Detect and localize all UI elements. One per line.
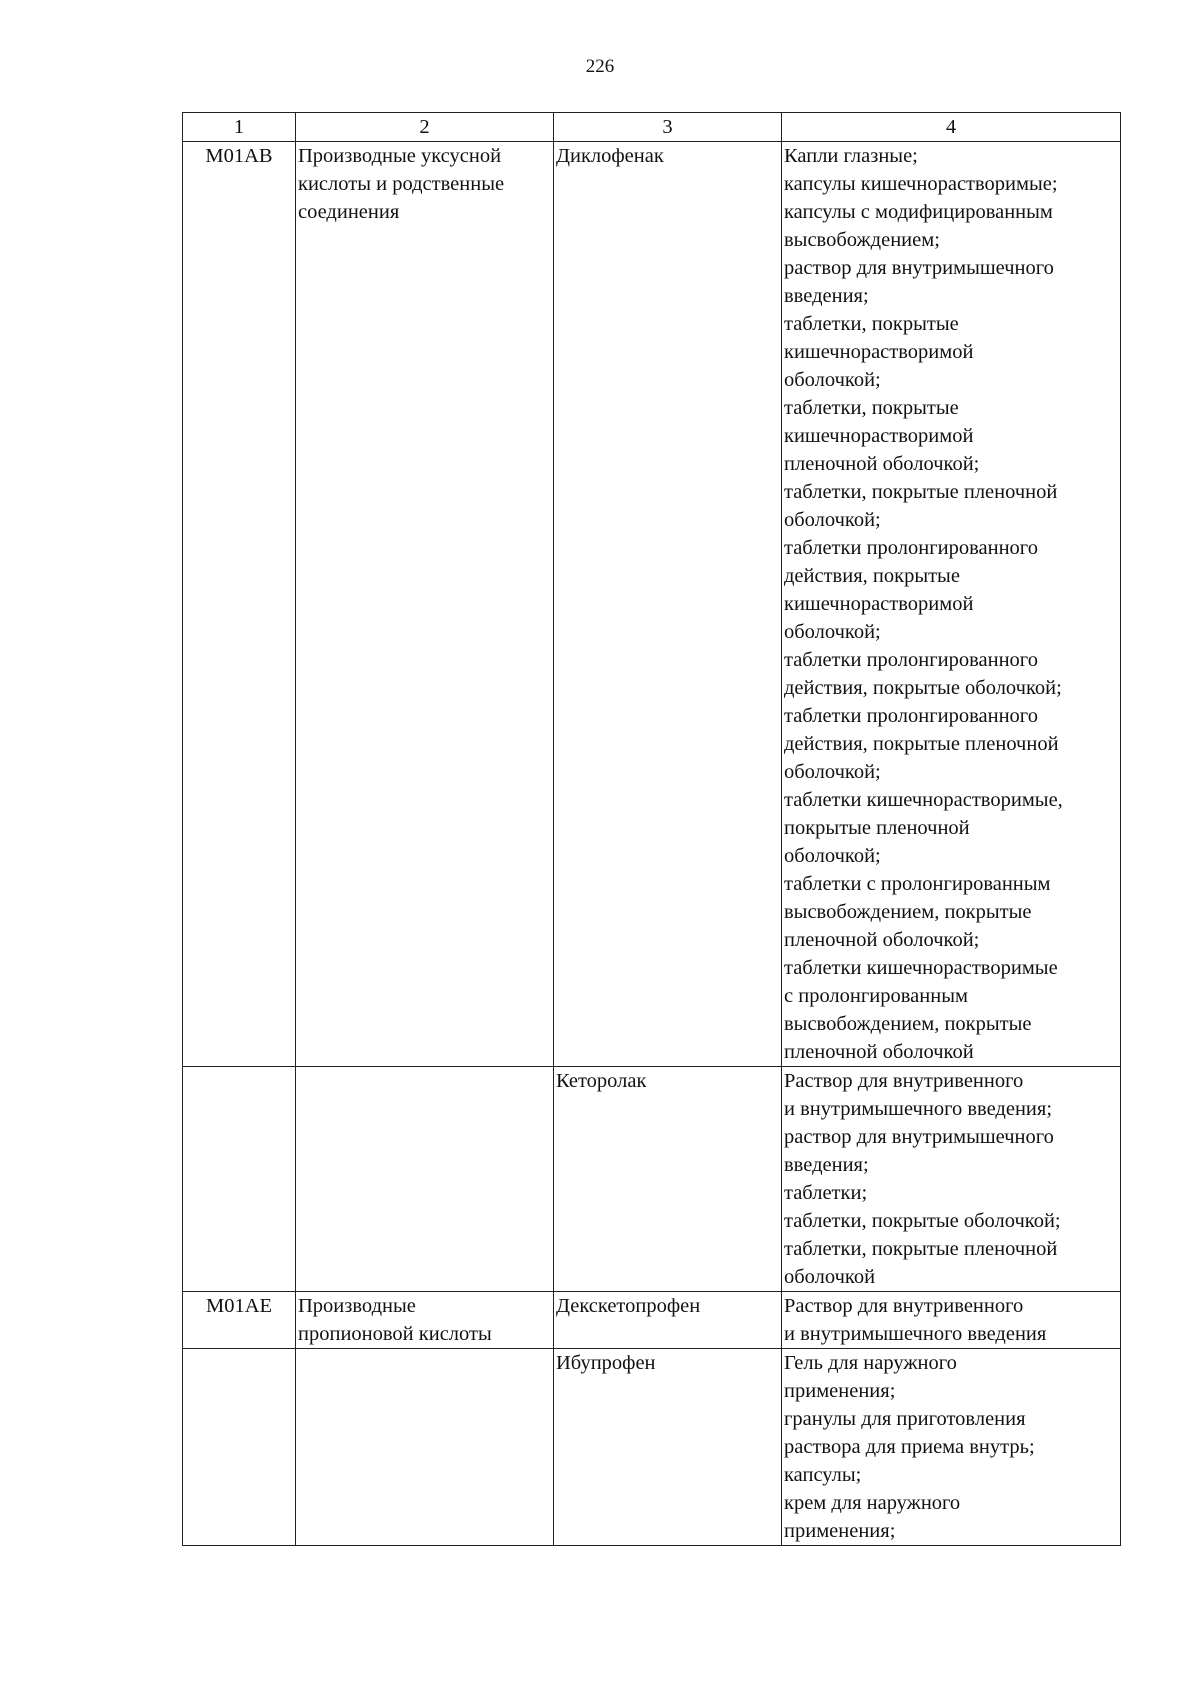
dosage-form-line: и внутримышечного введения;	[784, 1098, 1053, 1120]
dosage-form-line: капсулы кишечнорастворимые;	[784, 173, 1058, 195]
dosage-form-line: Капли глазные;	[784, 145, 918, 167]
dosage-form-line: покрытые пленочной	[784, 817, 970, 839]
dosage-form-line: применения;	[784, 1380, 896, 1402]
dosage-form-line: с пролонгированным	[784, 985, 968, 1007]
column-header-3: 3	[554, 113, 782, 142]
group-line: Производные уксусной	[298, 145, 502, 167]
dosage-form-line: раствора для приема внутрь;	[784, 1436, 1035, 1458]
dosage-form-line: таблетки с пролонгированным	[784, 873, 1051, 895]
dosage-form-line: оболочкой;	[784, 621, 881, 643]
dosage-form-line: таблетки, покрытые пленочной	[784, 481, 1058, 503]
column-header-2: 2	[296, 113, 554, 142]
dosage-form-line: оболочкой;	[784, 761, 881, 783]
dosage-form-line: действия, покрытые	[784, 565, 960, 587]
dosage-form-line: действия, покрытые пленочной	[784, 733, 1059, 755]
pharmacological-group-cell	[296, 142, 554, 1067]
dosage-form-line: оболочкой;	[784, 845, 881, 867]
dosage-form-line: капсулы с модифицированным	[784, 201, 1053, 223]
dosage-form-line: крем для наружного	[784, 1492, 961, 1514]
pharmacological-group-cell	[296, 1067, 554, 1292]
drug-name-cell: Кеторолак	[554, 1067, 782, 1292]
dosage-form-line: кишечнорастворимой	[784, 341, 974, 363]
dosage-form-line: пленочной оболочкой;	[784, 929, 980, 951]
dosage-form-line: раствор для внутримышечного	[784, 1126, 1054, 1148]
dosage-form-line: введения;	[784, 285, 869, 307]
atc-code-cell: M01AE	[183, 1292, 296, 1349]
dosage-form-line: таблетки пролонгированного	[784, 705, 1038, 727]
dosage-form-line: кишечнорастворимой	[784, 425, 974, 447]
dosage-form-line: таблетки;	[784, 1182, 868, 1204]
dosage-form-line: и внутримышечного введения	[784, 1323, 1047, 1345]
dosage-form-line: таблетки, покрытые	[784, 313, 959, 335]
dosage-form-line: таблетки, покрытые пленочной	[784, 1238, 1058, 1260]
dosage-form-line: таблетки кишечнорастворимые	[784, 957, 1058, 979]
column-header-1: 1	[183, 113, 296, 142]
dosage-form-line: оболочкой;	[784, 369, 881, 391]
atc-code-cell	[183, 1067, 296, 1292]
drug-name-cell: Декскетопрофен	[554, 1292, 782, 1349]
group-line: пропионовой кислоты	[298, 1323, 492, 1345]
dosage-form-line: действия, покрытые оболочкой;	[784, 677, 1062, 699]
dosage-form-line: Раствор для внутривенного	[784, 1295, 1024, 1317]
table-row	[183, 1292, 1121, 1349]
dosage-form-line: Гель для наружного	[784, 1352, 957, 1374]
dosage-form-line: высвобождением;	[784, 229, 940, 251]
table-header-row	[183, 113, 1121, 142]
atc-code-cell	[183, 1349, 296, 1546]
dosage-form-line: пленочной оболочкой;	[784, 453, 980, 475]
group-line: кислоты и родственные	[298, 173, 505, 195]
dosage-form-line: оболочкой;	[784, 509, 881, 531]
dosage-form-line: капсулы;	[784, 1464, 862, 1486]
table-row	[183, 1067, 1121, 1292]
dosage-form-line: таблетки кишечнорастворимые,	[784, 789, 1063, 811]
dosage-form-line: раствор для внутримышечного	[784, 257, 1054, 279]
dosage-forms-cell	[782, 1067, 1121, 1292]
dosage-form-line: таблетки пролонгированного	[784, 537, 1038, 559]
dosage-forms-cell	[782, 1292, 1121, 1349]
drug-table	[182, 112, 1121, 1546]
dosage-form-line: таблетки пролонгированного	[784, 649, 1038, 671]
table-row	[183, 142, 1121, 1067]
table-body	[183, 142, 1121, 1546]
dosage-form-line: оболочкой	[784, 1266, 876, 1288]
dosage-form-line: Раствор для внутривенного	[784, 1070, 1024, 1092]
dosage-form-line: таблетки, покрытые	[784, 397, 959, 419]
dosage-forms-cell	[782, 142, 1121, 1067]
pharmacological-group-cell	[296, 1349, 554, 1546]
dosage-form-line: пленочной оболочкой	[784, 1041, 974, 1063]
dosage-form-line: высвобождением, покрытые	[784, 901, 1032, 923]
drug-name-cell: Ибупрофен	[554, 1349, 782, 1546]
group-line: Производные	[298, 1295, 416, 1317]
dosage-form-line: гранулы для приготовления	[784, 1408, 1026, 1430]
table-row	[183, 1349, 1121, 1546]
column-header-4: 4	[782, 113, 1121, 142]
dosage-forms-cell	[782, 1349, 1121, 1546]
page-number: 226	[585, 56, 615, 77]
drug-name-cell: Диклофенак	[554, 142, 782, 1067]
dosage-form-line: высвобождением, покрытые	[784, 1013, 1032, 1035]
dosage-form-line: применения;	[784, 1520, 896, 1542]
pharmacological-group-cell	[296, 1292, 554, 1349]
atc-code-cell: M01AB	[183, 142, 296, 1067]
dosage-form-line: введения;	[784, 1154, 869, 1176]
dosage-form-line: кишечнорастворимой	[784, 593, 974, 615]
dosage-form-line: таблетки, покрытые оболочкой;	[784, 1210, 1061, 1232]
group-line: соединения	[298, 201, 400, 223]
